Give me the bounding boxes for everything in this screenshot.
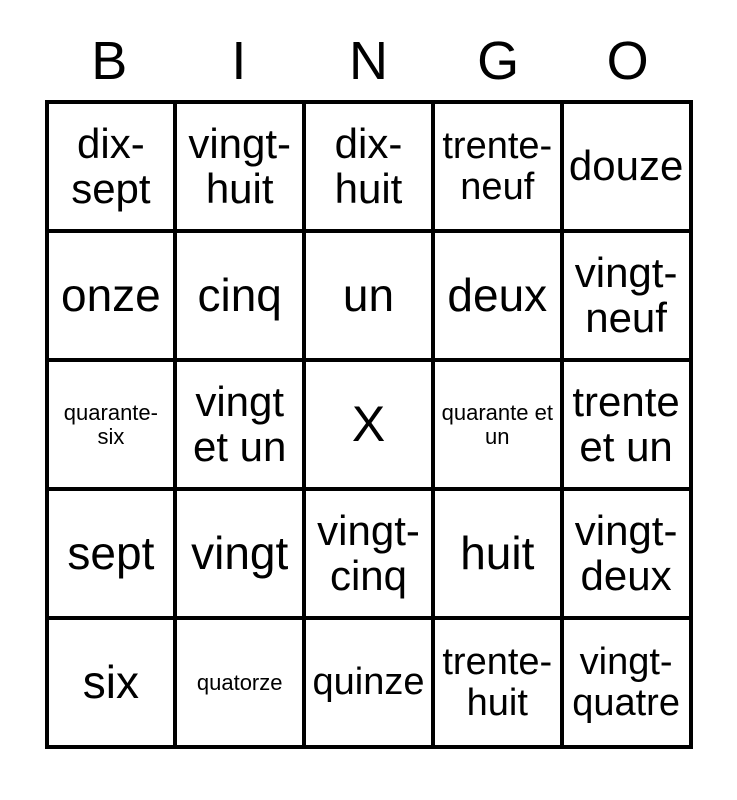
- header-letter-i: I: [231, 31, 247, 91]
- bingo-cell-label: cinq: [197, 269, 282, 322]
- bingo-cell-label: dix-huit: [334, 119, 403, 212]
- bingo-cell[interactable]: [177, 620, 306, 749]
- bingo-cell-label: quatorze: [196, 669, 283, 695]
- bingo-cell[interactable]: [177, 362, 306, 491]
- bingo-cell-label: vingt-huit: [188, 119, 292, 212]
- bingo-cell-label: sept: [67, 527, 155, 580]
- bingo-cell-label: X: [351, 396, 386, 452]
- bingo-cell-label: un: [342, 269, 395, 322]
- bingo-cell[interactable]: [306, 620, 435, 749]
- bingo-cell[interactable]: [564, 104, 693, 233]
- bingo-cell[interactable]: [435, 104, 564, 233]
- bingo-cell-label: quarante et un: [441, 400, 553, 449]
- bingo-cell-label: onze: [61, 269, 161, 322]
- bingo-cell[interactable]: [49, 620, 178, 749]
- bingo-cell[interactable]: [306, 491, 435, 620]
- bingo-cell-label: six: [82, 656, 140, 709]
- bingo-cell[interactable]: [564, 620, 693, 749]
- header-letter-n: N: [348, 31, 388, 91]
- bingo-cell-label: quinze: [312, 661, 425, 704]
- bingo-grid: [45, 100, 693, 749]
- bingo-cell-label: dix-sept: [71, 119, 151, 212]
- bingo-cell-label: trente et un: [572, 377, 680, 470]
- bingo-cell-free[interactable]: [306, 362, 435, 491]
- bingo-cell-label: huit: [460, 527, 535, 580]
- bingo-cell[interactable]: [435, 620, 564, 749]
- bingo-cell-label: vingt-deux: [574, 506, 678, 599]
- bingo-cell[interactable]: [49, 104, 178, 233]
- bingo-cell-label: trente-huit: [442, 641, 553, 724]
- bingo-cell[interactable]: [49, 491, 178, 620]
- header-letter-g: G: [477, 31, 520, 91]
- bingo-header: [45, 0, 693, 92]
- bingo-cell-label: vingt-neuf: [574, 248, 678, 341]
- bingo-cell[interactable]: [435, 233, 564, 362]
- bingo-cell[interactable]: [177, 104, 306, 233]
- bingo-cell-label: deux: [447, 269, 548, 322]
- bingo-cell-label: vingt et un: [192, 377, 287, 470]
- bingo-cell-label: vingt-cinq: [317, 506, 420, 599]
- bingo-cell-label: trente-neuf: [442, 125, 553, 208]
- header-letter-o: O: [606, 31, 649, 91]
- bingo-cell[interactable]: [177, 491, 306, 620]
- bingo-cell[interactable]: [564, 233, 693, 362]
- bingo-cell-label: vingt-quatre: [572, 641, 680, 724]
- bingo-cell[interactable]: [177, 233, 306, 362]
- header-letter-b: B: [91, 31, 128, 91]
- bingo-cell[interactable]: [306, 233, 435, 362]
- bingo-cell[interactable]: [564, 491, 693, 620]
- bingo-cell[interactable]: [564, 362, 693, 491]
- bingo-cell-label: douze: [568, 142, 684, 190]
- bingo-cell-label: vingt: [191, 527, 289, 580]
- bingo-cell[interactable]: [49, 362, 178, 491]
- bingo-cell[interactable]: [306, 104, 435, 233]
- bingo-cell[interactable]: [49, 233, 178, 362]
- bingo-cell-label: quarante-six: [63, 400, 158, 449]
- bingo-cell[interactable]: [435, 491, 564, 620]
- bingo-cell[interactable]: [435, 362, 564, 491]
